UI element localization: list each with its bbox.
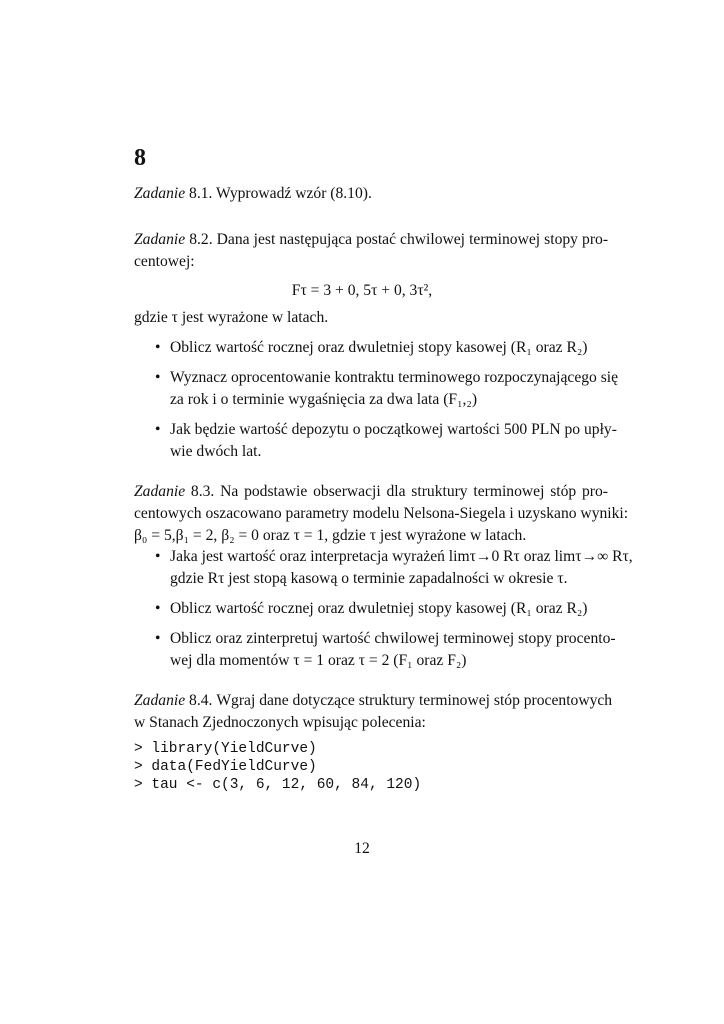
bullet-icon: • <box>155 369 161 386</box>
exercise-line: centowych oszacowano parametry modelu Nelsona-Siegela i uzyskano wyniki: <box>134 505 629 522</box>
exercise-text: Wyprowadź wzór (8.10). <box>216 185 372 202</box>
bullet-list <box>134 546 633 672</box>
list-item <box>134 628 616 672</box>
code-line: > library(YieldCurve) <box>134 741 317 757</box>
code-line: > data(FedYieldCurve) <box>134 759 317 775</box>
exercise-number: 8.1. <box>189 185 213 202</box>
bullet-icon: • <box>155 600 161 617</box>
list-item <box>134 367 619 411</box>
list-item-text: Jak będzie wartość depozytu o początkowej wartości 500 PLN po upły- <box>170 421 617 438</box>
chapter-number: 8 <box>134 145 146 171</box>
bullet-list <box>134 337 619 463</box>
page-number: 12 <box>354 840 370 857</box>
exercise-line <box>134 229 608 251</box>
list-item-text: Wyznacz oprocentowanie kontraktu terminowego rozpoczynającego się <box>170 369 619 386</box>
exercise-label: Zadanie <box>134 231 186 248</box>
bullet-icon: • <box>155 339 161 356</box>
exercise-text: Dana jest następująca postać chwilowej terminowej stopy pro- <box>216 231 609 248</box>
exercise-line <box>134 690 613 712</box>
list-item-text: wie dwóch lat. <box>170 443 262 460</box>
exercise-label: Zadanie <box>134 483 186 500</box>
exercise-line <box>134 481 608 503</box>
exercise-text: Wgraj dane dotyczące struktury terminowej stóp procentowych <box>216 692 613 709</box>
list-item-text: Oblicz oraz zinterpretuj wartość chwilowej terminowej stopy procento- <box>170 630 616 647</box>
list-item-text: Jaka jest wartość oraz interpretacja wyrażeń limτ→0 Rτ oraz limτ→∞ Rτ, <box>170 548 633 565</box>
exercise-line: centowej: <box>134 253 195 270</box>
bullet-icon: • <box>155 421 161 438</box>
list-item <box>134 598 608 620</box>
list-item-text: wej dla momentów τ = 1 oraz τ = 2 (F₁ oraz F₂) <box>170 652 467 669</box>
code-block <box>134 740 421 794</box>
exercise-line: β₀ = 5,β₁ = 2, β₂ = 0 oraz τ = 1, gdzie τ jest wyrażone w latach. <box>134 527 527 544</box>
exercise-label: Zadanie <box>134 692 186 709</box>
exercise-8-2 <box>134 229 608 273</box>
list-item-text: gdzie Rτ jest stopą kasową o terminie zapadalności w okresie τ. <box>170 570 568 587</box>
exercise-8-3 <box>134 481 629 547</box>
bullet-icon: • <box>155 548 161 565</box>
list-item-text: Oblicz wartość rocznej oraz dwuletniej stopy kasowej (R₁ oraz R₂) <box>170 600 588 617</box>
exercise-number: 8.4. <box>189 692 213 709</box>
equation: Fτ = 3 + 0, 5τ + 0, 3τ², <box>291 282 433 299</box>
exercise-label: Zadanie <box>134 185 186 202</box>
list-item-text: Oblicz wartość rocznej oraz dwuletniej stopy kasowej (R₁ oraz R₂) <box>170 339 588 356</box>
list-item-text: za rok i o terminie wygaśnięcia za dwa lata (F₁,₂) <box>170 391 478 408</box>
list-item <box>134 337 608 359</box>
code-line: > tau <- c(3, 6, 12, 60, 84, 120) <box>134 777 422 793</box>
exercise-line: w Stanach Zjednoczonych wpisując polecenia: <box>134 714 426 731</box>
list-item <box>134 546 633 590</box>
exercise-8-4 <box>134 690 613 734</box>
list-item <box>134 419 617 463</box>
exercise-8-1 <box>134 183 608 205</box>
exercise-text: Na podstawie obserwacji dla struktury terminowej stóp pro- <box>220 483 608 500</box>
paragraph: gdzie τ jest wyrażone w latach. <box>134 309 329 326</box>
bullet-icon: • <box>155 630 161 647</box>
exercise-number: 8.2. <box>189 231 213 248</box>
exercise-number: 8.3. <box>190 483 215 500</box>
